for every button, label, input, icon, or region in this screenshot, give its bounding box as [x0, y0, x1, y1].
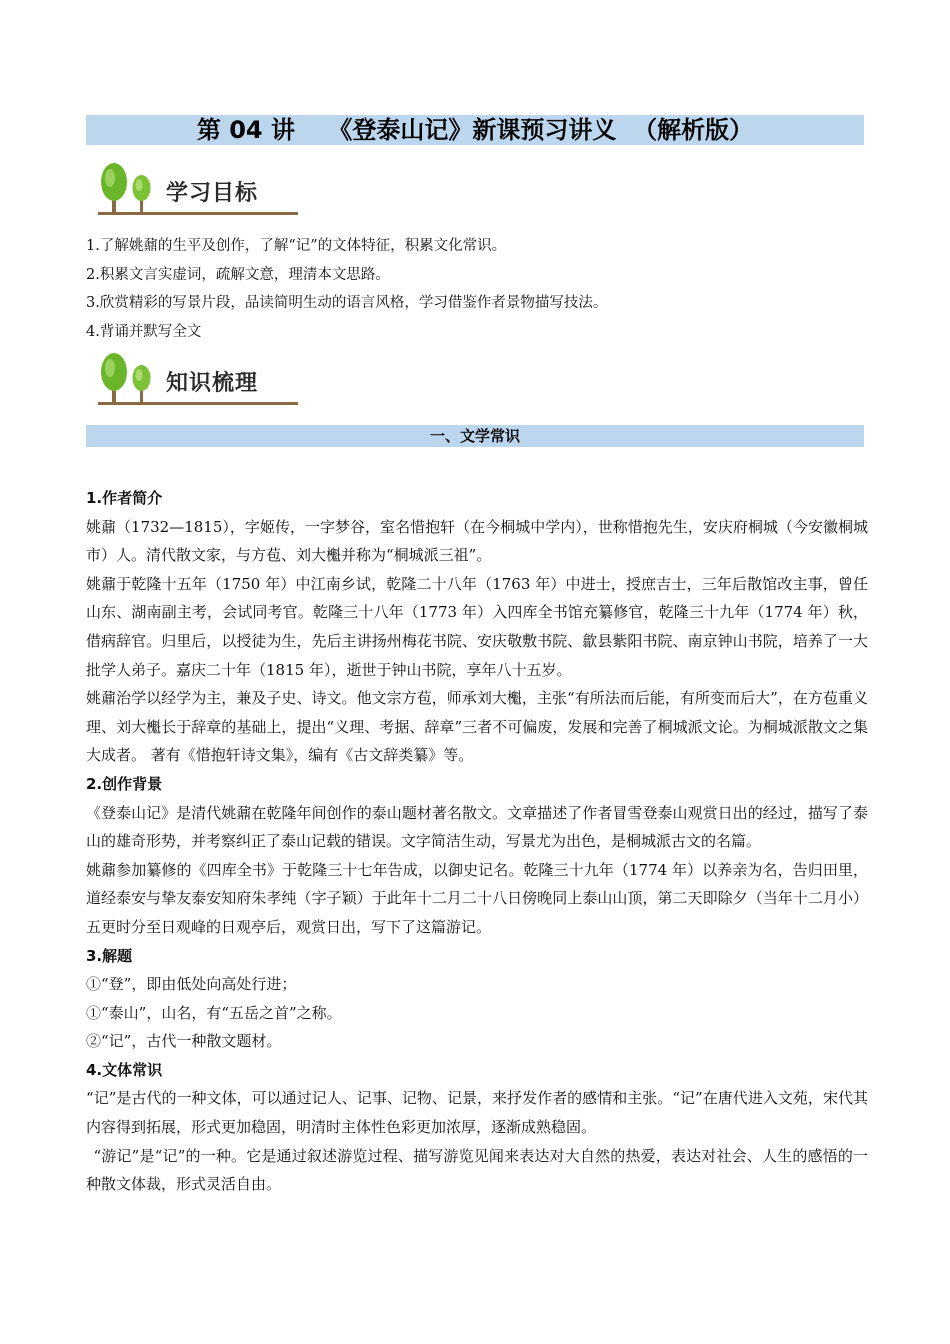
- author-heading: 1.作者简介: [86, 489, 163, 507]
- author-paragraph: 姚鼐（1732—1815），字姬传，一字梦谷，室名惜抱轩（在今桐城中学内），世称惜抱先生，安庆府桐城（今安徽桐城市）人。清代散文家，与方苞、刘大櫆并称为“桐城派三祖”。: [86, 517, 868, 565]
- genre-paragraph: “游记”是“记”的一种。它是通过叙述游览过程、描写游览见闻来表达对大自然的热爱，表达对社会、人生的感悟的一种散文体裁，形式灵活自由。: [86, 1146, 868, 1194]
- tree-icon: [96, 160, 160, 218]
- author-paragraph: 姚鼐于乾隆十五年（1750 年）中江南乡试，乾隆二十八年（1763 年）中进士，授庶吉士，三年后散馆改主事，曾任山东、湖南副主考，会试同考官。乾隆三十八年（1773 年）入四库全书馆充纂修官，乾隆三十九年（1774 年）秋，借病辞官。归里后，以授徒为生，先后主讲扬州梅花书院、安庆敬敷书院、歙县紫阳书院、南京钟山书院，培养了一大批学人弟子。嘉庆二十年（1815 年），逝世于钟山书院，享年八十五岁。: [86, 574, 868, 679]
- learning-goals-badge: [96, 160, 301, 218]
- objective-item: 1.了解姚鼐的生平及创作，了解“记”的文体特征，积累文化常识。: [86, 238, 507, 254]
- background-paragraph: 姚鼐参加纂修的《四库全书》于乾隆三十七年告成，以御史记名。乾隆三十九年（1774 年）以养亲为名，告归田里，道经泰安与挚友泰安知府朱孝纯（字子颖）于此年十二月二十八日傍晚同上泰山山顶，第二天即除夕（当年十二月小）五更时分至日观峰的日观亭后，观赏日出，写下了这篇游记。: [86, 860, 868, 936]
- objectives-list: [86, 232, 866, 346]
- page-title: 第 04 讲 《登泰山记》新课预习讲义 （解析版）: [86, 115, 864, 145]
- badge-underline: [102, 402, 298, 405]
- section-title: 一、文学常识: [86, 425, 864, 447]
- objective-item: 4.背诵并默写全文: [86, 323, 202, 340]
- learning-goals-label: 学习目标: [166, 181, 259, 206]
- objective-item: 3.欣赏精彩的写景片段，品读简明生动的语言风格，学习借鉴作者景物描写技法。: [86, 295, 608, 311]
- tree-icon: [96, 350, 160, 408]
- title-explain-heading: 3.解题: [86, 946, 133, 965]
- background-paragraph: 《登泰山记》是清代姚鼐在乾隆年间创作的泰山题材著名散文。文章描述了作者冒雪登泰山观赏日出的经过，描写了泰山的雄奇形势，并考察纠正了泰山记载的错误。文字简洁生动，写景尤为出色，是桐城派古文的名篇。: [86, 803, 868, 851]
- genre-paragraph: “记”是古代的一种文体，可以通过记人、记事、记物、记景，来抒发作者的感情和主张。“记”在唐代进入文苑，宋代其内容得到拓展，形式更加稳固，明清时主体性色彩更加浓厚，逐渐成熟稳固。: [86, 1089, 868, 1137]
- title-explain-item: ①“登”，即由低处向高处行进；: [86, 975, 297, 994]
- title-explain-item: ①“泰山”，山名，有“五岳之首”之称。: [86, 1003, 342, 1022]
- content-body: [86, 484, 868, 1199]
- background-heading: 2.创作背景: [86, 774, 163, 793]
- badge-underline: [102, 212, 298, 215]
- genre-heading: 4.文体常识: [86, 1060, 163, 1079]
- knowledge-review-badge: [96, 350, 301, 408]
- title-explain-item: ②“记”，古代一种散文题材。: [86, 1032, 282, 1051]
- knowledge-review-label: 知识梳理: [166, 371, 259, 396]
- author-paragraph: 姚鼐治学以经学为主，兼及子史、诗文。他文宗方苞，师承刘大櫆，主张“有所法而后能，有所变而后大”，在方苞重义理、刘大櫆长于辞章的基础上，提出“义理、考据、辞章”三者不可偏废，发展和完善了桐城派文论。为桐城派散文之集大成者。 著有《惜抱轩诗文集》，编有《古文辞类纂》等。: [86, 689, 868, 765]
- objective-item: 2.积累文言实虚词，疏解文意，理清本文思路。: [86, 266, 390, 283]
